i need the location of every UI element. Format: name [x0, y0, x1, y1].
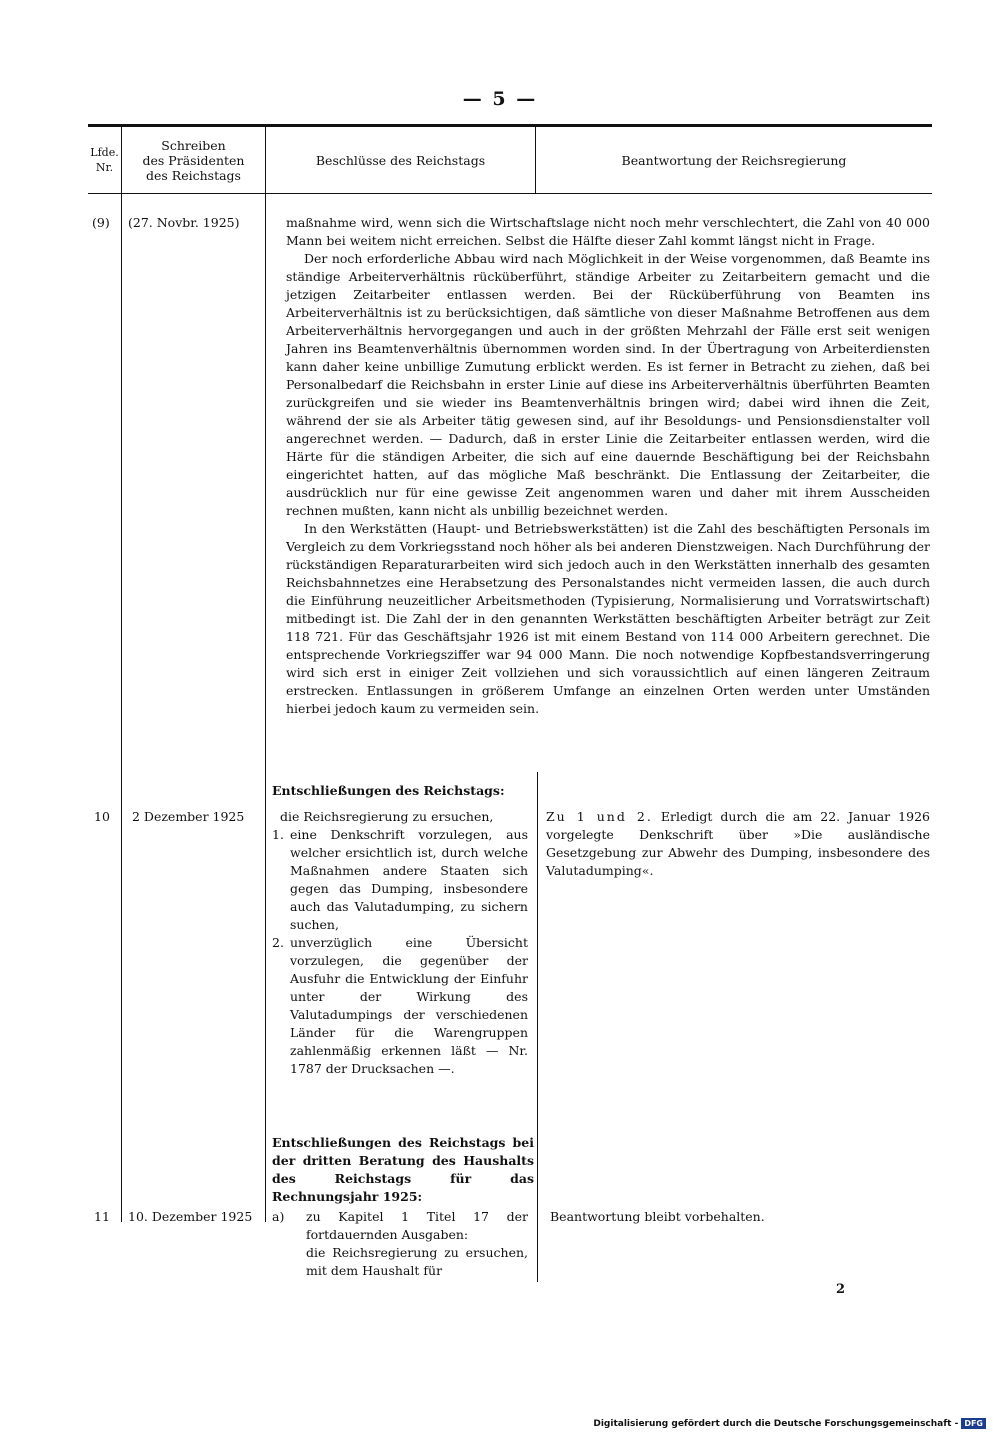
- row-9-date: (27. Novbr. 1925): [128, 215, 240, 230]
- row-10-item-2-label: 2.: [272, 935, 284, 950]
- footer-text: Digitalisierung gefördert durch die Deutsche Forschungsgemeinschaft -: [593, 1418, 959, 1429]
- row-10-resolution: [272, 808, 528, 1078]
- column-divider-1: [121, 127, 122, 1222]
- footer: [593, 1418, 986, 1429]
- row-11-item-a-label: a): [272, 1209, 285, 1224]
- page-number: — 5 —: [462, 88, 538, 110]
- row-11-item-a-text: zu Kapitel 1 Titel 17 der fortdauernden Ausgaben:: [306, 1209, 528, 1242]
- table-top-rule: [88, 124, 932, 127]
- signature-mark: 2: [836, 1282, 846, 1297]
- column-divider-3-body: [537, 772, 538, 1282]
- row-10-date: 2 Dezember 1925: [132, 809, 245, 824]
- row-10-response: [546, 808, 930, 880]
- row-11-date: 10. Dezember 1925: [128, 1209, 253, 1224]
- header-col-number: Lfde. Nr.: [90, 146, 119, 174]
- section-heading-resolutions: Entschließungen des Reichstags:: [272, 783, 505, 798]
- row-11-resolution: [272, 1208, 528, 1280]
- row-10-item-1: [272, 826, 528, 934]
- row-10-item-2-text: unverzüglich eine Übersicht vorzulegen, die gegenüber der Ausfuhr die Entwicklung der Einfuhr unter der Wirkung des Valutadumpings der verschiedenen Länder für die Warengruppen zahlenmäßig erkennen läßt — Nr. 1787 der Drucksachen —.: [290, 935, 528, 1076]
- row-11-number: 11: [94, 1209, 110, 1224]
- row-11-sub-text: die Reichsregierung zu ersuchen, mit dem Haushalt für: [306, 1245, 528, 1278]
- row-9-paragraph-3: In den Werkstätten (Haupt- und Betriebswerkstätten) ist die Zahl des beschäftigten Personals im Vergleich zu dem Vorkriegsstand noch höher als bei anderen Dienstzweigen. Nach Durchführung der rückständigen Reparaturarbeiten wird sich jedoch auch in den Werkstätten innerhalb des gesamten Reichsbahnnetzes eine Herabsetzung des Personalstandes nicht vermeiden lassen, die auch durch die Einführung neuzeitlicher Arbeitsmethoden (Typisierung, Normalisierung und Vorratswirtschaft) mitbedingt ist. Die Zahl der in den genannten Werkstätten beschäftigten Arbeiter beträgt zur Zeit 118 721. Für das Geschäftsjahr 1926 ist mit einem Bestand von 114 000 Arbeitern gerechnet. Die entsprechende Vorkriegsziffer war 94 000 Mann. Die noch notwendige Kopfbestandsverringerung wird sich erst in einiger Zeit vollziehen und sich voraussichtlich auf einen längeren Zeitraum erstrecken. Entlassungen in größerem Umfange an einzelnen Orten werden unter Umständen hierbei jedoch kaum zu vermeiden sein.: [286, 521, 930, 716]
- section-heading-budget-resolutions: Entschließungen des Reichstags bei der dritten Beratung des Haushalts des Reichstags für das Rechnungsjahr 1925:: [272, 1135, 534, 1204]
- row-10-response-lead: Zu 1 und 2.: [546, 809, 653, 824]
- row-9-paragraph-1: maßnahme wird, wenn sich die Wirtschaftslage nicht noch mehr verschlechtert, die Zahl von 40 000 Mann bei weitem nicht erreichen. Selbst die Hälfte dieser Zahl kommt längst nicht in Frage.: [286, 215, 930, 248]
- row-10-response-text: Erledigt durch die am 22. Januar 1926 vorgelegte Denkschrift über »Die ausländische Gesetzgebung zur Abwehr des Dumping, insbesondere des Valutadumping«.: [546, 809, 930, 878]
- row-11-response: Beantwortung bleibt vorbehalten.: [550, 1209, 765, 1224]
- row-9-paragraph-2: Der noch erforderliche Abbau wird nach Möglichkeit in der Weise vorgenommen, daß Beamte ins ständige Arbeiterverhältnis rücküberführt, ständige Arbeiter zu Zeitarbeitern gemacht und die jetzigen Zeitarbeiter entlassen werden. Bei der Rücküberführung von Beamten ins Arbeiterverhältnis ist zu berücksichtigen, daß sämtliche von dieser Maßnahme Betroffenen aus dem Arbeiterverhältnis hervorgegangen und auch in der größten Mehrzahl der Fälle erst seit wenigen Jahren ins Beamtenverhältnis übernommen worden sind. In der Übertragung von Arbeiterdiensten kann daher keine unbillige Zumutung erblickt werden. Es ist ferner in Betracht zu ziehen, daß bei Personalbedarf die Reichsbahn in erster Linie auf diese ins Arbeiterverhältnis überführten Beamten zurückgreifen und sie wieder ins Beamtenverhältnis bringen wird; dabei wird ihnen die Zeit, während der sie als Arbeiter tätig gewesen sind, auf ihr Besoldungs- und Pensionsdienstalter voll angerechnet werden. — Dadurch, daß in erster Linie die Zeitarbeiter entlassen werden, wird die Härte für die ständigen Arbeiter, die sich auf eine dauernde Beschäftigung bei der Reichsbahn eingerichtet hatten, auf das mögliche Maß beschränkt. Die Entlassung der Zeitarbeiter, die ausdrücklich nur für eine gewisse Zeit angenommen waren und daher mit ihrem Ausscheiden rechnen mußten, kann nicht als unbillig bezeichnet werden.: [286, 251, 930, 518]
- row-10-item-1-label: 1.: [272, 827, 284, 842]
- table-header-rule: [88, 193, 932, 194]
- row-10-item-2: [272, 934, 528, 1078]
- dfg-logo-icon: DFG: [961, 1418, 986, 1429]
- row-10-item-1-text: eine Denkschrift vorzulegen, aus welcher ersichtlich ist, durch welche Maßnahmen andere Staaten sich gegen das Dumping, insbesondere auch das Valutadumping, zu sichern suchen,: [290, 827, 528, 932]
- row-10-number: 10: [94, 809, 110, 824]
- header-col-resolutions: Beschlüsse des Reichstags: [315, 152, 486, 168]
- column-divider-2: [265, 127, 266, 1222]
- row-11-item-a: [272, 1208, 528, 1244]
- header-col-response: Beantwortung der Reichsregierung: [621, 152, 847, 168]
- row-9-body: [286, 214, 930, 718]
- header-col-letter: Schreiben des Präsidenten des Reichstags: [142, 137, 245, 183]
- row-9-number: (9): [92, 215, 110, 230]
- row-10-intro: die Reichsregierung zu ersuchen,: [280, 809, 494, 824]
